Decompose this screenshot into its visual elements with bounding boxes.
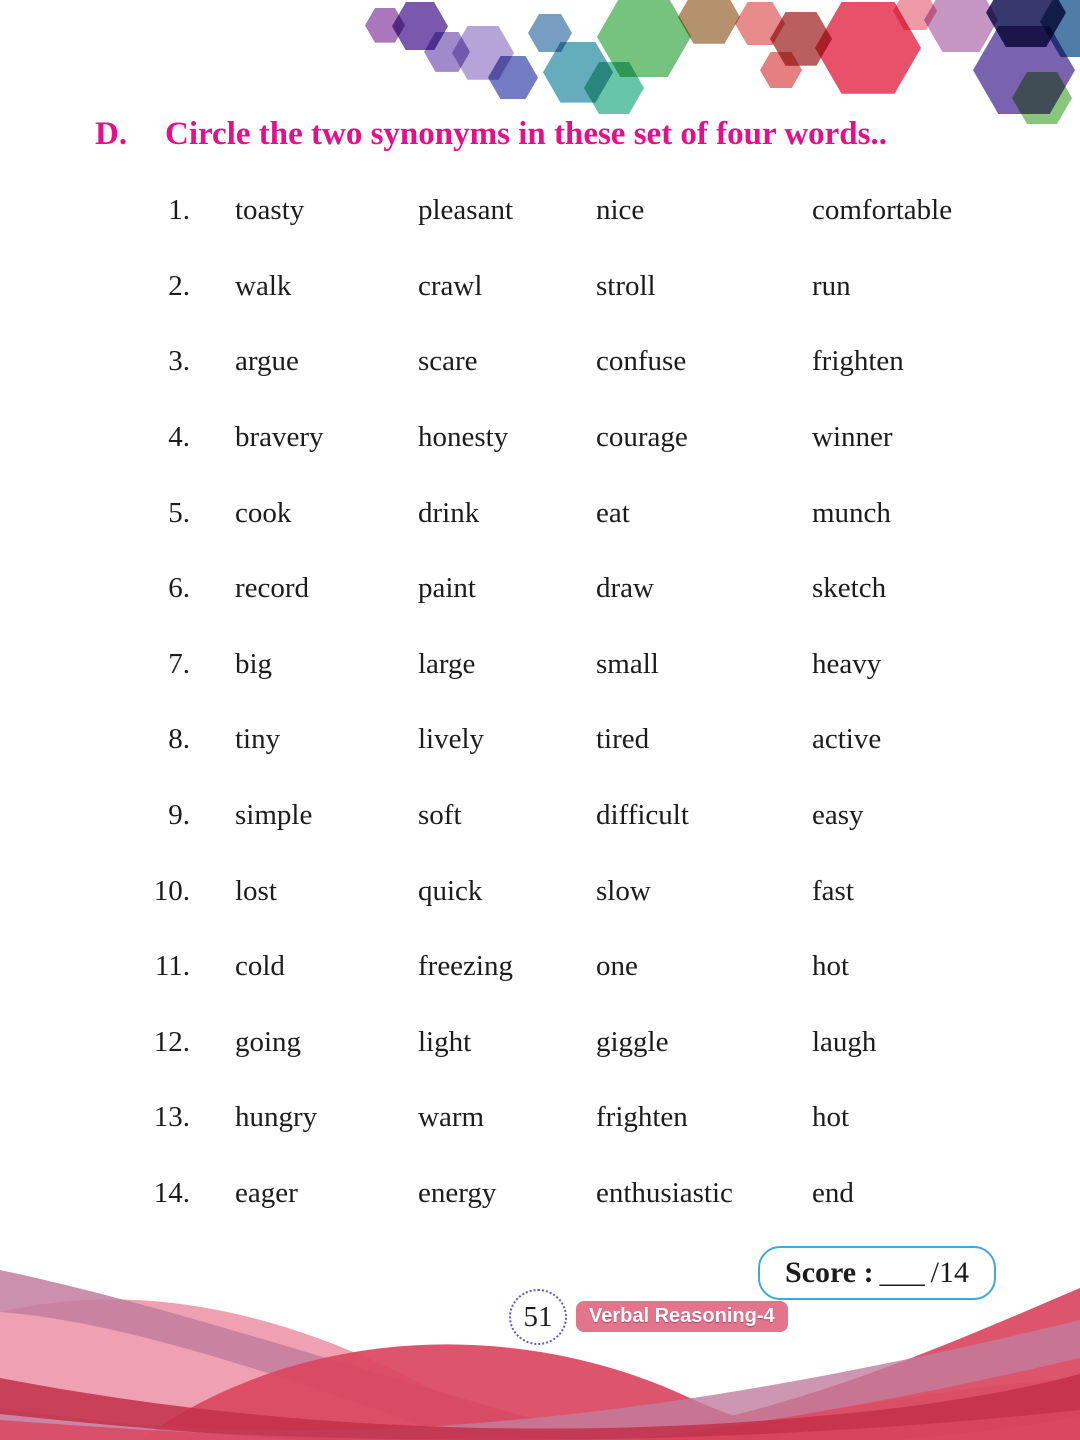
- word-option-3[interactable]: frighten: [596, 1101, 688, 1134]
- score-total: /14: [930, 1256, 969, 1289]
- hexagon: [424, 32, 470, 72]
- word-option-2[interactable]: light: [418, 1025, 472, 1058]
- book-title: Verbal Reasoning-4: [589, 1305, 775, 1327]
- hexagon: [973, 26, 1075, 114]
- hexagon: [488, 56, 538, 99]
- word-option-3[interactable]: courage: [596, 421, 688, 454]
- word-option-2[interactable]: paint: [418, 572, 476, 605]
- word-option-3[interactable]: small: [596, 647, 659, 680]
- word-option-1[interactable]: argue: [235, 345, 299, 378]
- word-option-4[interactable]: laugh: [812, 1025, 877, 1058]
- word-option-3[interactable]: nice: [596, 194, 645, 227]
- word-option-3[interactable]: slow: [596, 874, 651, 907]
- word-option-4[interactable]: winner: [812, 421, 893, 454]
- score-blank[interactable]: ___: [879, 1256, 925, 1289]
- word-option-2[interactable]: lively: [418, 723, 485, 756]
- word-option-4[interactable]: comfortable: [812, 194, 953, 227]
- word-row: [128, 1156, 1040, 1232]
- word-option-4[interactable]: active: [812, 723, 882, 756]
- page-title: Circle the two synonyms in these set of four words..: [165, 116, 887, 152]
- word-option-3[interactable]: confuse: [596, 345, 687, 378]
- hexagon: [543, 42, 613, 103]
- row-number: 10.: [153, 874, 190, 907]
- word-option-4[interactable]: run: [812, 269, 851, 302]
- hexagon: [678, 0, 740, 44]
- section-heading: [95, 116, 995, 153]
- word-row: [128, 853, 1040, 929]
- word-option-1[interactable]: lost: [235, 874, 277, 907]
- hexagon: [1012, 72, 1072, 124]
- word-row: [128, 778, 1040, 854]
- word-option-3[interactable]: one: [596, 950, 638, 983]
- word-option-1[interactable]: big: [235, 647, 273, 680]
- word-option-4[interactable]: easy: [812, 799, 864, 832]
- row-number: 6.: [168, 572, 190, 605]
- hexagon: [770, 12, 832, 66]
- word-option-1[interactable]: simple: [235, 799, 313, 832]
- row-number: 2.: [168, 269, 190, 302]
- word-row: [128, 173, 1040, 249]
- page-number: 51: [523, 1300, 553, 1333]
- word-option-3[interactable]: difficult: [596, 799, 689, 832]
- row-number: 7.: [168, 647, 190, 680]
- word-option-3[interactable]: tired: [596, 723, 650, 756]
- word-option-1[interactable]: hungry: [235, 1101, 318, 1134]
- word-option-1[interactable]: record: [235, 572, 310, 605]
- row-number: 9.: [168, 799, 190, 832]
- word-option-3[interactable]: stroll: [596, 269, 656, 302]
- hexagon: [452, 26, 514, 80]
- word-row: [128, 702, 1040, 778]
- word-option-3[interactable]: eat: [596, 496, 630, 529]
- word-row: [128, 1080, 1040, 1156]
- word-option-2[interactable]: pleasant: [418, 194, 514, 227]
- hexagon: [815, 2, 921, 94]
- word-option-3[interactable]: giggle: [596, 1025, 669, 1058]
- word-option-1[interactable]: toasty: [235, 194, 305, 227]
- row-number: 8.: [168, 723, 190, 756]
- word-option-1[interactable]: cook: [235, 496, 292, 529]
- word-row: [128, 627, 1040, 703]
- word-row: [128, 249, 1040, 325]
- row-number: 5.: [168, 496, 190, 529]
- score-box: [758, 1246, 996, 1300]
- word-row: [128, 475, 1040, 551]
- row-number: 13.: [153, 1101, 190, 1134]
- hexagon: [893, 0, 937, 30]
- word-row: [128, 400, 1040, 476]
- word-option-4[interactable]: end: [812, 1177, 854, 1210]
- hexagon: [924, 0, 998, 52]
- word-row: [128, 929, 1040, 1005]
- word-option-1[interactable]: walk: [235, 269, 292, 302]
- hexagon: [597, 0, 691, 77]
- word-option-2[interactable]: quick: [418, 874, 483, 907]
- word-option-1[interactable]: cold: [235, 950, 285, 983]
- hexagon: [735, 2, 785, 45]
- word-option-2[interactable]: honesty: [418, 421, 509, 454]
- word-option-4[interactable]: hot: [812, 950, 850, 983]
- row-number: 14.: [153, 1177, 190, 1210]
- word-option-2[interactable]: soft: [418, 799, 462, 832]
- row-number: 12.: [153, 1025, 190, 1058]
- word-option-1[interactable]: eager: [235, 1177, 298, 1210]
- hexagon: [528, 14, 572, 52]
- hexagon: [760, 52, 802, 88]
- word-list: [128, 173, 1040, 1231]
- word-option-3[interactable]: enthusiastic: [596, 1177, 733, 1210]
- word-row: [128, 1005, 1040, 1081]
- word-option-2[interactable]: energy: [418, 1177, 497, 1210]
- word-option-1[interactable]: bravery: [235, 421, 324, 454]
- section-label: D.: [95, 116, 128, 152]
- row-number: 11.: [154, 950, 190, 983]
- hexagon: [986, 0, 1066, 47]
- word-row: [128, 551, 1040, 627]
- word-option-4[interactable]: hot: [812, 1101, 850, 1134]
- row-number: 1.: [168, 194, 190, 227]
- book-title-badge: [576, 1301, 788, 1332]
- word-option-1[interactable]: tiny: [235, 723, 281, 756]
- row-number: 3.: [168, 345, 190, 378]
- row-number: 4.: [168, 421, 190, 454]
- hexagon: [1040, 0, 1080, 57]
- word-option-3[interactable]: draw: [596, 572, 654, 605]
- score-label: Score :: [785, 1256, 874, 1289]
- word-option-4[interactable]: sketch: [812, 572, 887, 605]
- hexagon: [584, 62, 644, 114]
- word-option-2[interactable]: large: [418, 647, 476, 680]
- word-row: [128, 324, 1040, 400]
- word-option-4[interactable]: heavy: [812, 647, 882, 680]
- word-option-2[interactable]: freezing: [418, 950, 513, 983]
- word-option-4[interactable]: frighten: [812, 345, 904, 378]
- word-option-4[interactable]: munch: [812, 496, 891, 529]
- word-option-4[interactable]: fast: [812, 874, 854, 907]
- hexagon: [392, 2, 448, 50]
- word-option-2[interactable]: scare: [418, 345, 478, 378]
- page-number-oval: [509, 1289, 567, 1345]
- word-option-1[interactable]: going: [235, 1025, 302, 1058]
- word-option-2[interactable]: warm: [418, 1101, 485, 1134]
- word-option-2[interactable]: drink: [418, 496, 480, 529]
- hexagon: [365, 8, 405, 43]
- word-option-2[interactable]: crawl: [418, 269, 483, 302]
